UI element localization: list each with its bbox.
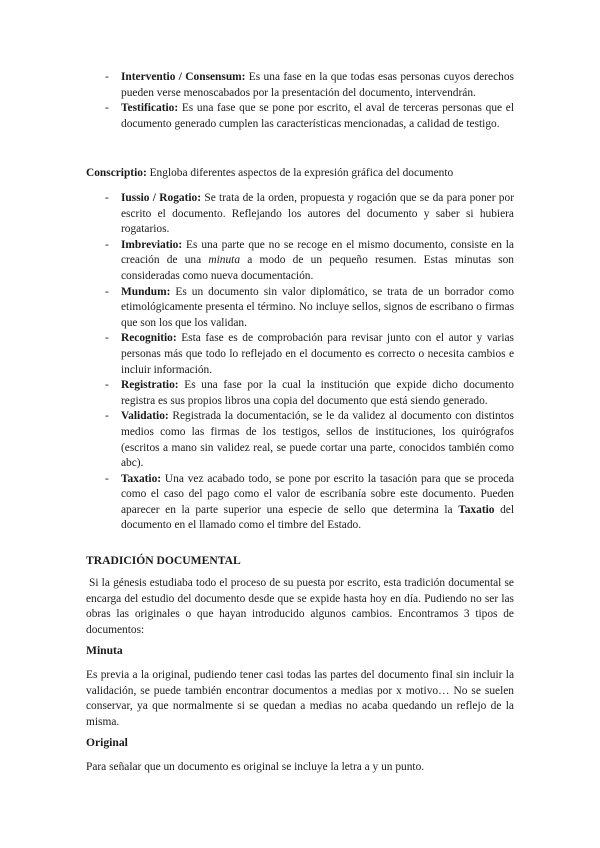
subheading-original: Original <box>86 736 128 749</box>
subheading-minuta: Minuta <box>86 644 123 657</box>
bullet-list-fases <box>100 70 514 132</box>
term: Iussio / Rogatio: <box>121 192 202 204</box>
minuta-paragraph: Es previa a la original, pudiendo tener casi todas las partes del documento final sin incluir la validación, se puede también encontrar documentos a medias por x motivo… No se suelen conservar, ya que normalmente si se quedan a medias no acaba quedando un reflejo de la misma. <box>86 669 514 728</box>
list-item <box>100 472 514 534</box>
definition: Esta fase es de comprobación para revisar junto con el autor y varias personas más que todo lo reflejado en el documento es correcto o necesita cambios e incluir información. <box>121 332 514 376</box>
list-item <box>100 285 514 332</box>
term: Interventio / Consensum: <box>121 71 246 83</box>
term: Recognitio: <box>121 332 177 345</box>
definition: del documento en el llamado como el timbre del Estado. <box>121 503 514 532</box>
dash-bullet: - <box>105 332 109 345</box>
definition: Es un documento sin valor diplomático, se trata de un borrador como etimológicamente presenta el término. No incluye sellos, signos de escribano o firmas que son los que los validan. <box>121 285 514 329</box>
term: Taxatio: <box>121 472 162 485</box>
dash-bullet: - <box>105 102 109 115</box>
list-item <box>100 191 514 238</box>
dash-bullet: - <box>105 71 109 83</box>
definition: Es una fase que se pone por escrito, el aval de terceras personas que el documento generado cumplen las características mencionadas, a calidad de testigo. <box>121 102 514 130</box>
definition: Engloba diferentes aspectos de la expresión gráfica del documento <box>146 167 454 179</box>
dash-bullet: - <box>105 379 109 392</box>
dash-bullet: - <box>105 472 109 485</box>
dash-bullet: - <box>105 410 109 423</box>
definition: Es una fase en la que todas esas personas cuyos derechos pueden verse menoscabados por la presentación del documento, intervendrán. <box>121 71 514 99</box>
definition: Es una fase por la cual la institución que expide dicho documento registra es sus propios libros una copia del documento que está siendo generado. <box>121 379 514 407</box>
bullet-list-conscriptio <box>100 191 514 534</box>
list-item <box>100 409 514 471</box>
dash-bullet: - <box>105 238 109 251</box>
definition: Es una parte que no se recoge en el mismo documento, consiste en la creación de una <box>121 238 514 267</box>
term: Validatio: <box>121 410 169 423</box>
term: Registratio: <box>121 379 179 392</box>
definition: Registrada la documentación, se le da validez al documento con distintos medios como las firmas de los testigos, sellos de instituciones, los quirógrafos (escritos a mano sin validez real, se puede cortar una parte, conocidos también como abc). <box>121 410 514 470</box>
term: Mundum: <box>121 285 171 298</box>
dash-bullet: - <box>105 192 109 204</box>
list-item <box>100 378 514 409</box>
bold-term: Taxatio <box>458 503 495 516</box>
section-heading: TRADICIÓN DOCUMENTAL <box>86 554 241 567</box>
list-item <box>100 331 514 378</box>
term: Imbreviatio: <box>121 238 183 251</box>
conscriptio-paragraph <box>86 166 514 182</box>
term: Conscriptio: <box>86 167 147 179</box>
intro-paragraph: Si la génesis estudiaba todo el proceso de su puesta por escrito, esta tradición documental se encarga del estudio del documento desde que se expide hasta hoy en día. Pudiendo no ser las obras las originales o que hayan introducido algunos cambios. Encontramos 3 tipos de documentos: <box>86 577 514 636</box>
definition: Se trata de la orden, propuesta y rogación que se da para poner por escrito el documento. Reflejando los autores del documento y saber si hubiera rogatarios. <box>121 192 514 236</box>
italic-term: minuta <box>208 254 241 267</box>
list-item <box>100 70 514 101</box>
term: Testificatio: <box>121 102 179 115</box>
dash-bullet: - <box>105 285 109 298</box>
list-item <box>100 101 514 132</box>
original-paragraph: Para señalar que un documento es original se incluye la letra a y un punto. <box>86 761 425 773</box>
definition: a modo de un pequeño resumen. Estas minutas son consideradas como nueva documentación. <box>121 254 515 282</box>
list-item <box>100 238 514 285</box>
definition: Una vez acabado todo, se pone por escrito la tasación para que se proceda como el caso del pago como el valor de escribanía sobre este documento. Pueden aparecer en la parte superior una especie de sello que determina la <box>121 472 514 516</box>
